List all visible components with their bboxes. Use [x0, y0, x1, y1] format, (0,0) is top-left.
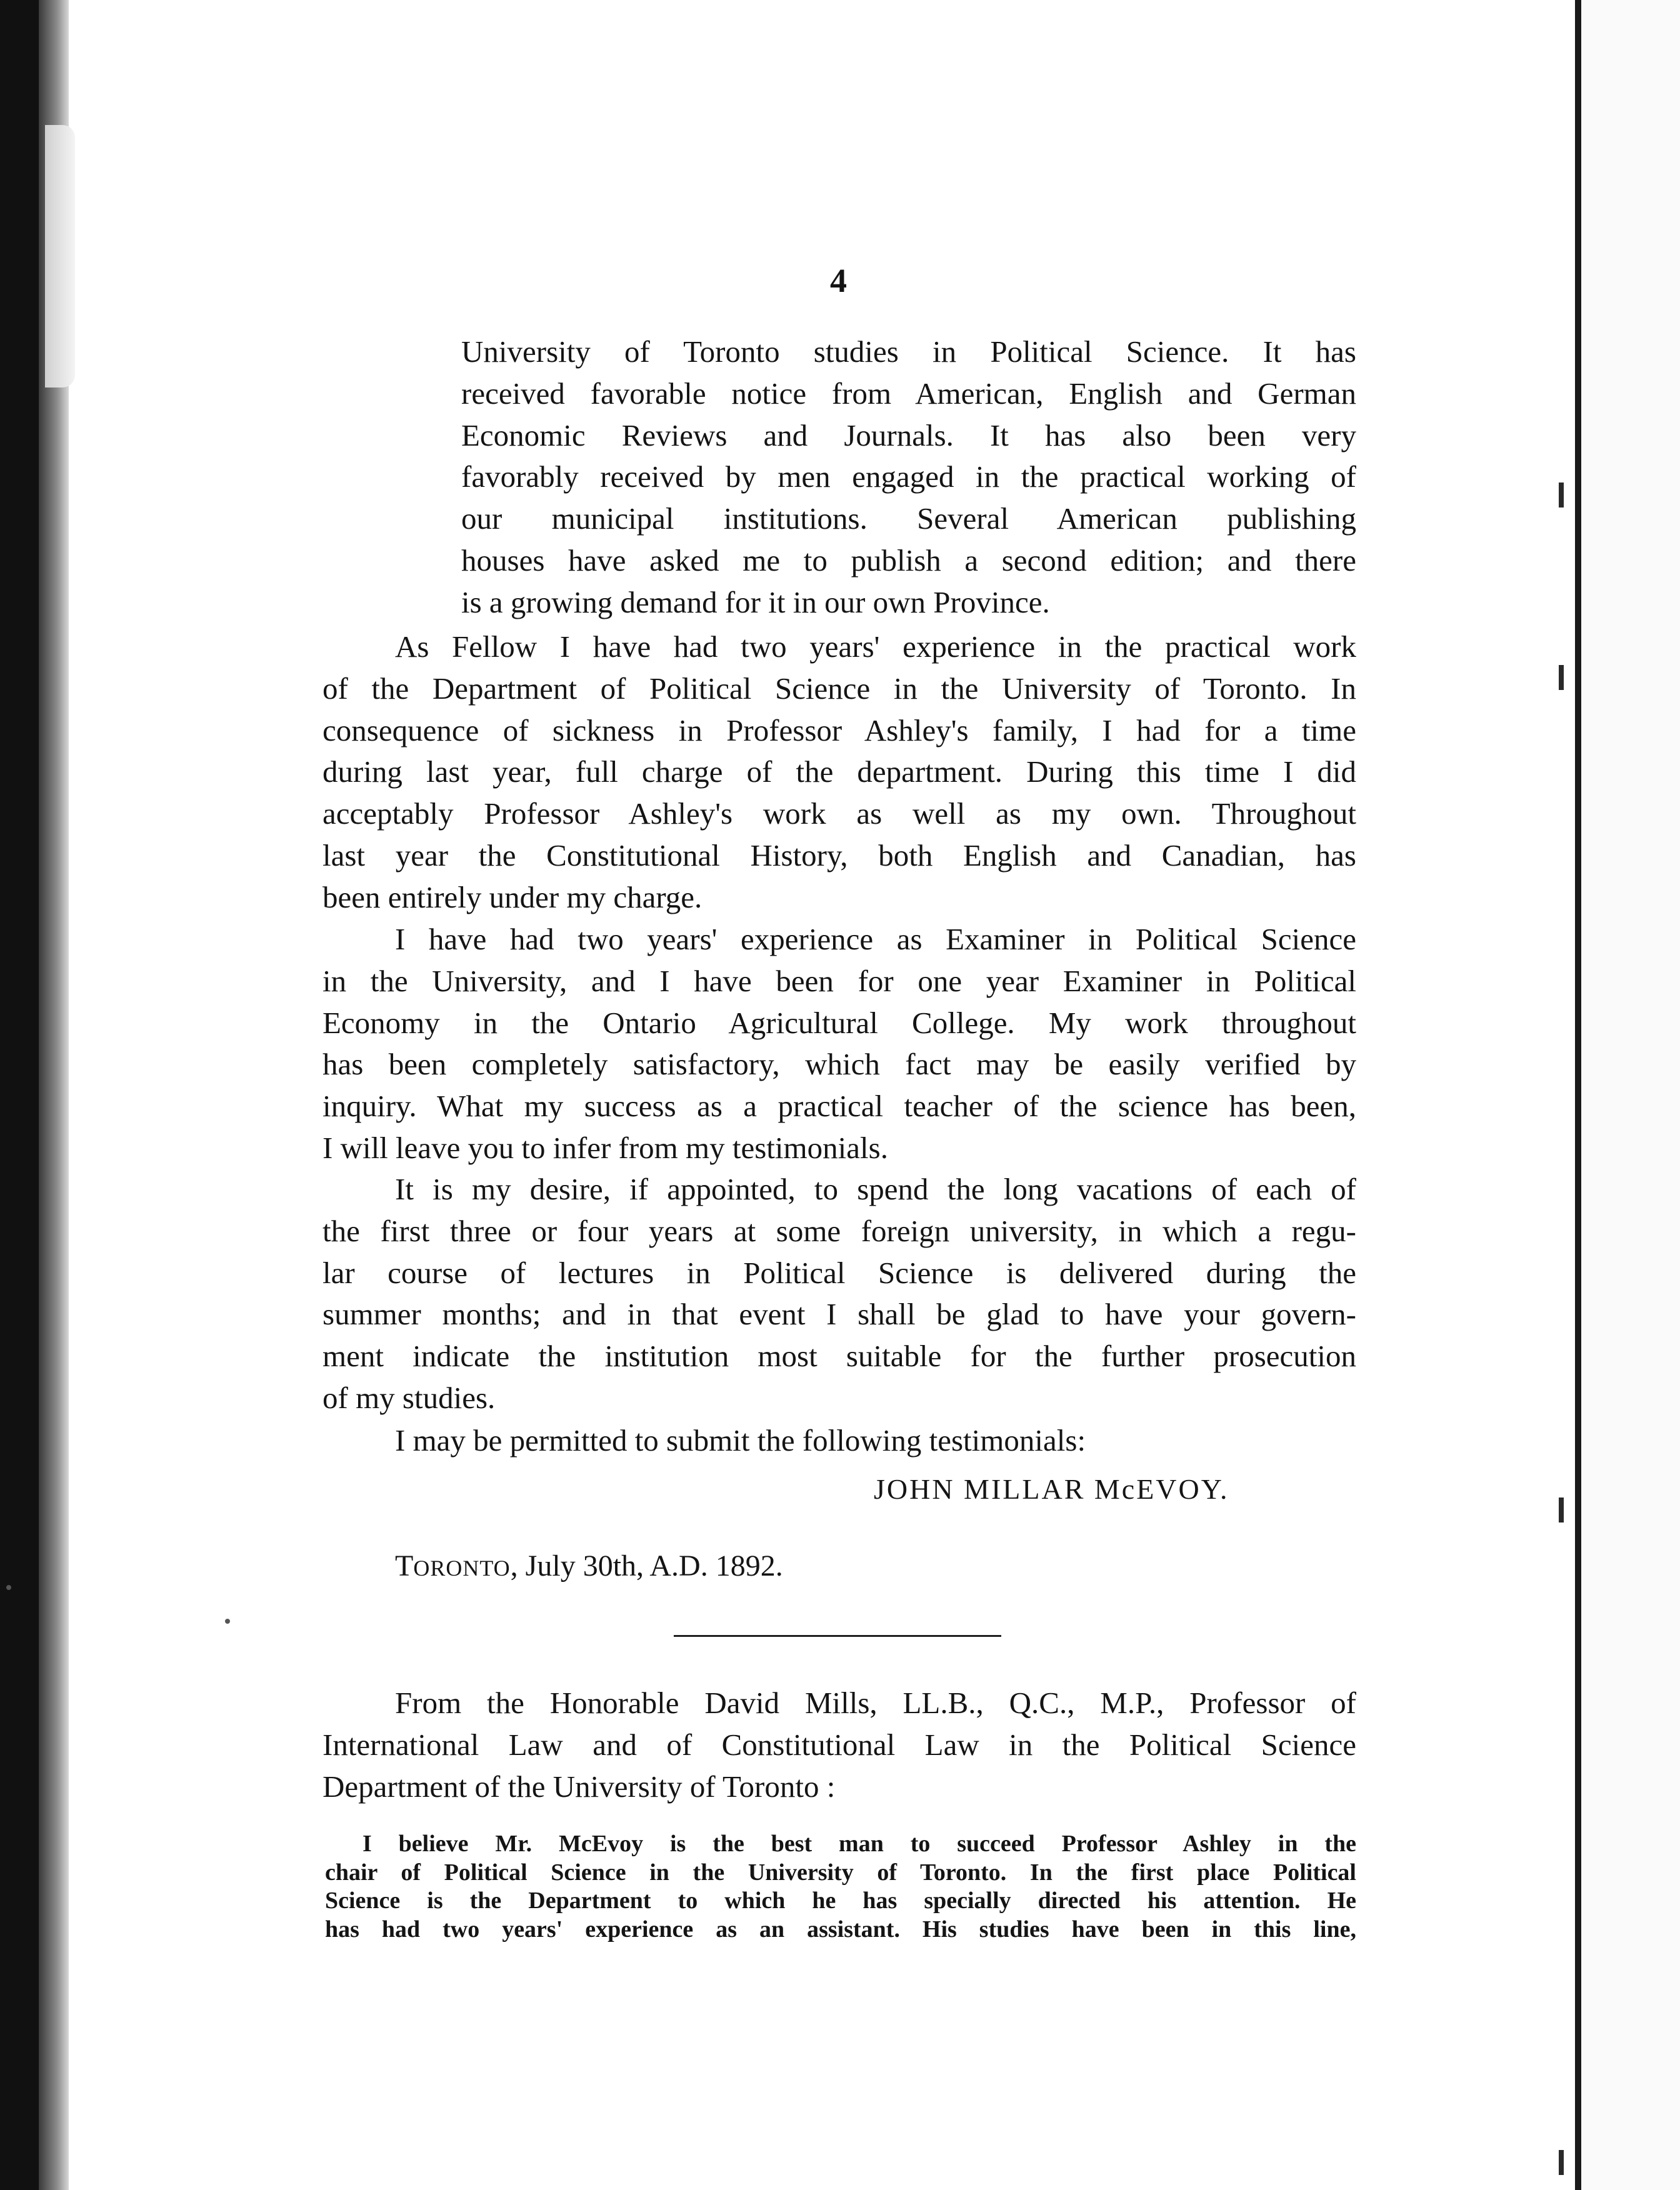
text-line: during last year, full charge of the department. During this time I did — [322, 754, 1356, 789]
text-line: It is my desire, if appointed, to spend the long vacations of each of — [395, 1172, 1356, 1206]
text-line: Science is the Department to which he has specially directed his attention. He — [325, 1888, 1356, 1914]
scan-speck — [6, 1585, 11, 1590]
scan-mark — [1559, 482, 1564, 508]
testimonial-quote — [325, 1830, 1356, 1944]
scan-page-fold — [45, 125, 75, 388]
text-line: Department of the University of Toronto : — [322, 1769, 836, 1804]
signature: JOHN MILLAR McEVOY. — [874, 1473, 1229, 1505]
scan-mark — [1559, 665, 1564, 690]
scan-mark — [1559, 1498, 1564, 1522]
text-line: Economic Reviews and Journals. It has also been very — [461, 418, 1356, 452]
text-line: I may be permitted to submit the following testimonials: — [395, 1423, 1086, 1458]
text-line: consequence of sickness in Professor Ashley's family, I had for a time — [322, 712, 1356, 748]
text-line: our municipal institutions. Several American publishing — [461, 501, 1356, 536]
text-line: lar course of lectures in Political Science is delivered during the — [322, 1255, 1356, 1290]
text-line: been entirely under my charge. — [322, 879, 702, 914]
date-city-initial: T — [395, 1549, 414, 1582]
text-line: is a growing demand for it in our own Province. — [461, 584, 1050, 619]
text-line: I have had two years' experience as Examiner in Political Science — [395, 922, 1356, 956]
text-line: in the University, and I have been for one year Examiner in Political — [322, 963, 1356, 998]
paragraph — [461, 331, 1356, 624]
text-line: last year the Constitutional History, both English and Canadian, has — [322, 838, 1356, 872]
text-line: has had two years' experience as an assistant. His studies have been in this line, — [325, 1916, 1356, 1942]
date-text: , July 30th, A.D. 1892. — [510, 1549, 783, 1582]
text-line: University of Toronto studies in Political Science. It has — [461, 334, 1356, 369]
page-number: 4 — [830, 262, 847, 299]
text-line: chair of Political Science in the University of Toronto. In the first place Political — [325, 1859, 1356, 1886]
scan-mark — [1559, 2150, 1564, 2175]
scan-speck — [225, 1619, 230, 1624]
text-line: has been completely satisfactory, which fact may be easily verified by — [322, 1047, 1356, 1082]
text-line: of my studies. — [322, 1380, 496, 1415]
text-line: the first three or four years at some foreign university, in which a regu- — [322, 1213, 1356, 1248]
date-city-rest: ORONTO — [413, 1556, 511, 1581]
date-line — [395, 1549, 783, 1583]
text-line: favorably received by men engaged in the practical working of — [461, 459, 1356, 494]
testimonial-intro — [322, 1682, 1356, 1808]
paragraph — [322, 626, 1356, 919]
text-line: received favorable notice from American, English and German — [461, 376, 1356, 411]
text-line: acceptably Professor Ashley's work as well as my own. Throughout — [322, 796, 1356, 831]
text-line: International Law and of Constitutional Law in the Political Science — [322, 1727, 1356, 1762]
text-line: I believe Mr. McEvoy is the best man to succeed Professor Ashley in the — [362, 1831, 1356, 1857]
text-line: ment indicate the institution most suitable for the further prosecution — [322, 1339, 1356, 1374]
text-line: Economy in the Ontario Agricultural College. My work throughout — [322, 1005, 1356, 1040]
paragraph — [322, 1169, 1356, 1419]
text-line: As Fellow I have had two years' experience in the practical work — [395, 629, 1356, 664]
text-line: houses have asked me to publish a second edition; and there — [461, 542, 1356, 578]
text-line: I will leave you to infer from my testimonials. — [322, 1130, 888, 1165]
section-divider — [674, 1635, 1001, 1637]
paragraph — [395, 1420, 1086, 1462]
text-line: of the Department of Political Science in the University of Toronto. In — [322, 671, 1356, 706]
text-line: summer months; and in that event I shall be glad to have your govern- — [322, 1297, 1356, 1332]
scan-right-margin — [1581, 0, 1680, 2190]
scan-right-border — [1575, 0, 1581, 2190]
text-line: From the Honorable David Mills, LL.B., Q.C., M.P., Professor of — [395, 1686, 1356, 1720]
text-line: inquiry. What my success as a practical teacher of the science has been, — [322, 1089, 1356, 1124]
paragraph — [322, 919, 1356, 1169]
